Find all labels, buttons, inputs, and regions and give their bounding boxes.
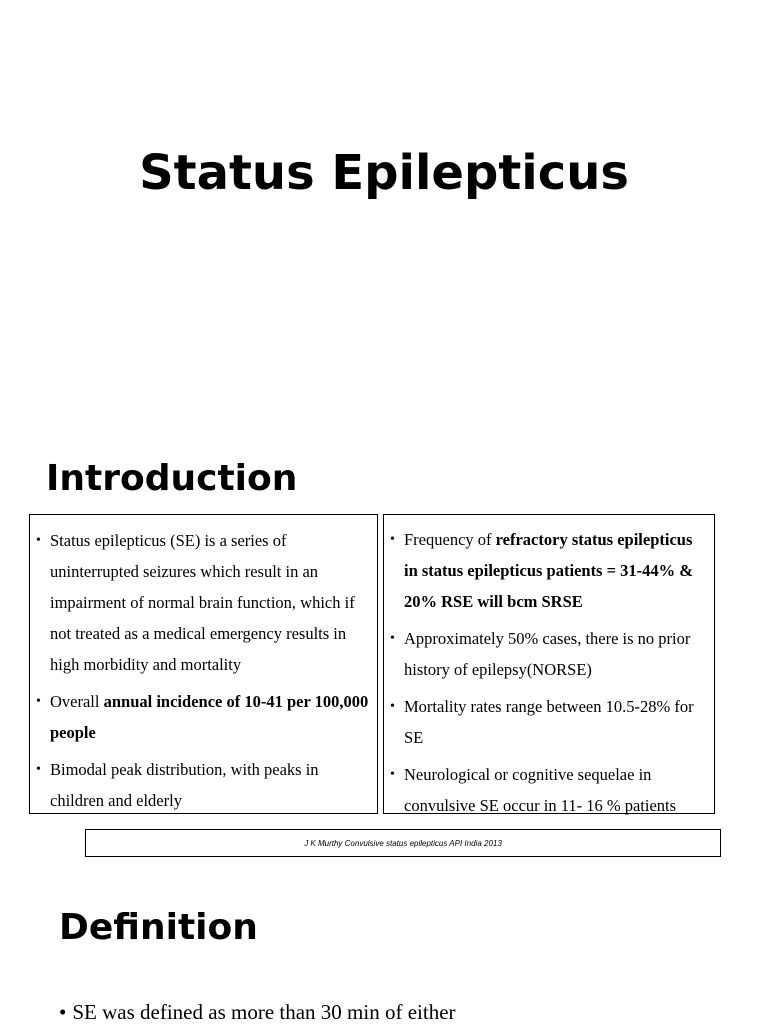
bullet-icon: • <box>390 532 395 547</box>
bullet-icon: • <box>390 631 395 646</box>
list-item: • Bimodal peak distribution, with peaks in children and elderly <box>36 754 371 816</box>
left-info-box <box>29 514 378 814</box>
right-info-box <box>383 514 715 814</box>
list-item: • Mortality rates range between 10.5-28% for SE <box>390 691 708 753</box>
list-item: • Neurological or cognitive sequelae in convulsive SE occur in 11- 16 % patients <box>390 759 708 821</box>
bullet-icon: • <box>36 694 41 709</box>
list-item: • Status epilepticus (SE) is a series of uninterrupted seizures which result in an impairment of normal brain function, which if not treated as a medical emergency results in high morbidity and mortality <box>36 525 371 680</box>
left-bullet-list <box>36 525 371 816</box>
introduction-heading: Introduction <box>46 458 298 499</box>
list-item: • Frequency of refractory status epilepticus in status epilepticus patients = 31-44% & 20% RSE will bcm SRSE <box>390 524 708 617</box>
definition-bullet <box>59 997 456 1027</box>
definition-heading: Definition <box>59 907 258 948</box>
citation-box <box>85 829 721 857</box>
list-item: • Overall annual incidence of 10-41 per 100,000 people <box>36 686 371 748</box>
bullet-icon: • <box>390 767 395 782</box>
bullet-icon: • <box>390 699 395 714</box>
slide-title: Status Epilepticus <box>139 145 629 201</box>
bullet-icon: • <box>59 1000 67 1024</box>
citation-text: J K Murthy Convulsive status epilepticus API India 2013 <box>304 839 502 848</box>
bullet-icon: • <box>36 533 41 548</box>
bullet-icon: • <box>36 762 41 777</box>
list-item: • Approximately 50% cases, there is no prior history of epilepsy(NORSE) <box>390 623 708 685</box>
definition-text: SE was defined as more than 30 min of either <box>72 1000 456 1024</box>
right-bullet-list <box>390 524 708 821</box>
